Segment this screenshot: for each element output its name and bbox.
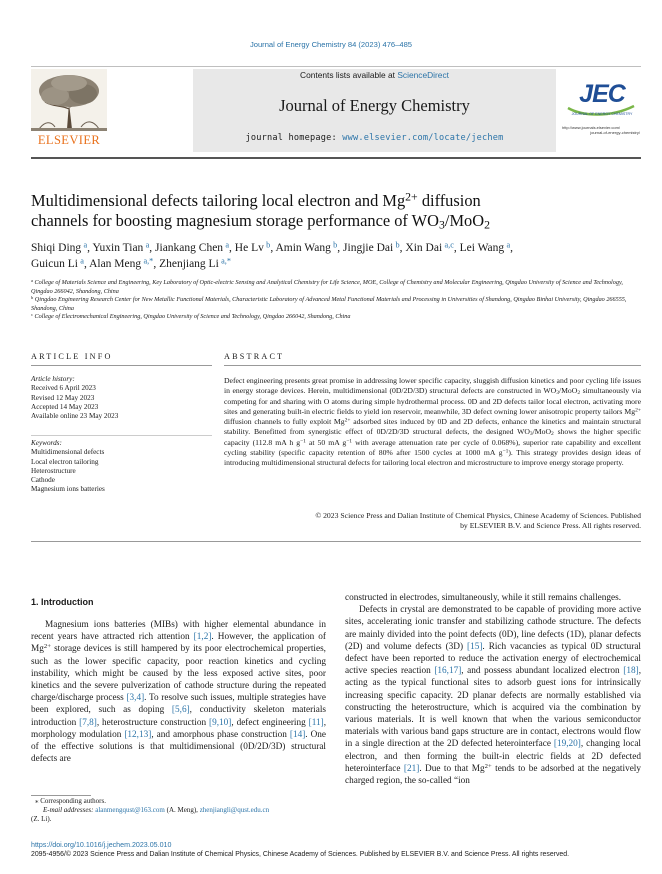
author-name[interactable]: Alan Meng $^{a,*}$ [89, 256, 154, 270]
author-name[interactable]: He Lv $^b$ [234, 240, 271, 254]
article-title [31, 191, 631, 231]
author-affiliation-mark[interactable]: a [145, 240, 150, 250]
body-column-right: constructed in electrodes, simultaneously, while it still remains challenges. Defects in crystal are demonstrated to be capable of providing more active sites, accelerating ionic transfer and stabilizing cathode structure. The defects are mainly divided into the point defects (0D), line defects (1D), planar defects (2D) and volume defects (3D) [15]. Rich vacancies as typical 0D structural defect have been reported to reduce the activation energy of electrochemical active species reaction [16,17], and possess abundant localized electron [18], acting as the typical functional sites to adsorb guest ions for intrinsically increasing specific capacity. 2D planar defects are normally established via constructing the heterostructure, which is acquired via the combination by various materials. It is well known that when the various semiconductor materials with various band gaps structure are in contact, electrons would flow in a single direction at the 2D defected heterointerface [19,20], changing local electron, and then forming the built-in electric fields at 2D defected heterointerface [21]. Due to that $Mg^{2+}$ tends to be adsorbed at the negatively charged region, the so-called “ion [345, 593, 641, 787]
jec-url-line-1: http://www.journals.elsevier.com/ [562, 125, 621, 130]
title-subscript-1: 3 [438, 217, 445, 232]
journal-homepage-line [193, 133, 556, 143]
title-part-4: /MoO [444, 211, 485, 230]
email-link-li[interactable]: zhenjiangli@qust.edu.cn [199, 806, 270, 814]
history-online: Available online 23 May 2023 [31, 412, 119, 421]
journal-reference[interactable]: Journal of Energy Chemistry 84 (2023) 476–485 [249, 40, 413, 49]
masthead-bottom-rule [31, 157, 641, 159]
author-name[interactable]: Yuxin Tian $^a$ [92, 240, 150, 254]
author-affiliation-mark[interactable]: a [225, 240, 230, 250]
affiliation-item: $^b$ Qingdao Engineering Research Center for New Metallic Functional Materials, Characteristic Laboratory of Advanced Metal Functional Materials and Processing in Universities of Shandong, Qingdao Binhai University, Qingdao 266555, Shandong, China [31, 295, 627, 312]
author-name[interactable]: Amin Wang $^b$ [275, 240, 338, 254]
author-list: Shiqi Ding $^a$, Yuxin Tian $^a$, Jiankang Chen $^a$, He Lv $^b$, Amin Wang $^b$, Jingjie Dai $^b$, Xin Dai $^{a,c}$, Lei Wang $^a$, Guicun Li $^a$, Alan Meng $^{a,*}$, Zhenjiang Li $^{a,*}$ [31, 240, 513, 270]
author-affiliation-mark[interactable]: a [80, 256, 84, 266]
footnotes [31, 797, 331, 824]
author-affiliation-mark[interactable]: b [333, 240, 338, 250]
history-label: Article history: [31, 375, 75, 383]
keyword-item: Multidimensional defects [31, 448, 105, 457]
citation-link[interactable]: [1,2] [193, 632, 212, 643]
article-history [31, 375, 212, 421]
title-superscript: 2+ [405, 189, 418, 204]
body-column-left: Magnesium ions batteries (MIBs) with higher elemental abundance in recent years have attracted rich attention [1,2]. However, the application of $Mg^{2+}$ storage devices is still hampered by its poor electrochemical properties, such as the lower specific capacity, poor reaction kinetics and cycling instability, which might be caused by the less exposed active sites, poor kinetics and the severe pulverization of cathode structure during the repeated charge/discharge process [3,4]. To resolve such issues, multiple strategies have been explored, such as doping [5,6], conductivity skeleton materials introduction [7,8], heterostructure construction [9,10], defect engineering [11], morphology modulation [12,13], and amorphous phase construction [14]. One of the effective solutions is that multidimensional (0D/2D/3D) structural defects are [31, 620, 327, 765]
abstract-rule [224, 365, 641, 366]
keywords-rule [31, 435, 212, 436]
jec-logo-subtext: JOURNAL OF ENERGY CHEMISTRY [571, 112, 633, 116]
author-affiliation-mark[interactable]: b [395, 240, 400, 250]
author-name[interactable]: Guicun Li $^a$ [31, 256, 84, 270]
citation-link[interactable]: [7,8] [79, 717, 97, 728]
title-part-1: Multidimensional defects tailoring local electron and Mg [31, 191, 406, 210]
elsevier-wordmark: ELSEVIER [37, 133, 101, 147]
keyword-item: Magnesium ions batteries [31, 485, 105, 494]
title-subscript-2: 2 [484, 217, 490, 232]
email-name-meng: (A. Meng), [164, 806, 200, 814]
footnote-rule [31, 795, 91, 796]
author-affiliation-mark[interactable]: a,* [221, 256, 231, 266]
contents-available-line [193, 70, 556, 80]
homepage-prefix: journal homepage: [245, 133, 343, 143]
author-affiliation-mark[interactable]: a,* [143, 256, 154, 266]
section-heading-introduction: 1. Introduction [31, 597, 94, 607]
author-affiliation-mark[interactable]: a [506, 240, 511, 250]
citation-link[interactable]: [19,20] [553, 739, 581, 750]
copyright-line-1: © 2023 Science Press and Dalian Institute of Chemical Physics, Chinese Academy of Sciences. Published [315, 511, 641, 520]
affiliations [31, 279, 643, 322]
keywords-label: Keywords: [31, 439, 62, 447]
email-label: E-mail addresses: [43, 806, 96, 814]
corresponding-author-note: ⁎ Corresponding authors. [35, 797, 106, 805]
doi-link[interactable]: https://doi.org/10.1016/j.jechem.2023.05.010 [31, 841, 172, 849]
email-link-meng[interactable]: alanmengqust@163.com [95, 806, 165, 814]
abstract-copyright [224, 511, 641, 532]
citation-link[interactable]: [11] [308, 717, 324, 728]
jec-url[interactable] [562, 125, 642, 135]
citation-link[interactable]: [12,13] [124, 729, 152, 740]
journal-title: Journal of Energy Chemistry [279, 96, 470, 115]
abstract-body: Defect engineering presents great promise in addressing lower specific capacity, sluggish diffusion kinetics and poor cycling life issues in energy storage devices. Herein, multidimensional (0D/2D/3D) structural defects are constructed in $WO_3/MoO_2$ simultaneously via competing for and sharing with O atoms during simple hydrothermal process. 0D and 2D defects tailor local electron, activating more sites and generating built-in electric fields to yield ion reservoir, meanwhile, 3D defect owning lower anisotropic property tailors $Mg^{2+}$ diffusion channels to fully exploit $Mg^{2+}$ adsorbed sites induced by 0D and 2D defects, enhance the kinetics and maintain structural stability. Benefitted from synergistic effect of 0D/2D/3D structural defects, the designed $WO_3/MoO_2$ shows the higher specific capacity (112.8 mA h $g^{-1}$ at 50 mA $g^{-1}$ with average attenuation rate per cycle of 0.068%), superior rate capability and excellent cycling stability (specific capacity retention of 80% after 1500 cycles at 1000 mA $g^{-1}$). This strategy provides design ideas of introducing multidimensional structural defects for tailoring local electron and microstructure to improve energy storage property. [224, 376, 641, 467]
abstract-heading: ABSTRACT [224, 352, 285, 361]
citation-link[interactable]: [18] [623, 666, 639, 677]
author-affiliation-mark[interactable]: a [83, 240, 88, 250]
contents-prefix: Contents lists available at [300, 70, 398, 80]
affiliation-item: $^c$ College of Electromechanical Engineering, Qingdao University of Science and Technology, Qingdao 266042, Shandong, China [31, 312, 351, 321]
keywords [31, 439, 212, 495]
title-part-2: diffusion [417, 191, 481, 210]
author-name[interactable]: Shiqi Ding $^a$ [31, 240, 88, 254]
author-name[interactable]: Jingjie Dai $^b$ [343, 240, 400, 254]
author-name[interactable]: Jiankang Chen $^a$ [155, 240, 230, 254]
citation-link[interactable]: [5,6] [171, 705, 190, 716]
author-affiliation-mark[interactable]: b [266, 240, 271, 250]
email-name-li: (Z. Li). [31, 815, 52, 823]
author-name[interactable]: Xin Dai $^{a,c}$ [405, 240, 454, 254]
history-revised: Revised 12 May 2023 [31, 393, 95, 402]
title-part-3: channels for boosting magnesium storage performance of WO [31, 211, 439, 230]
citation-link[interactable]: [16,17] [434, 666, 462, 677]
author-name[interactable]: Lei Wang $^a$ [459, 240, 511, 254]
history-received: Received 6 April 2023 [31, 384, 96, 393]
jec-url-line-2: journal-of-energy-chemistry/ [590, 130, 640, 135]
citation-link[interactable]: [15] [467, 641, 483, 652]
keyword-item: Local electron tailoring [31, 457, 99, 466]
affiliation-item: $^a$ College of Materials Science and Engineering, Key Laboratory of Optic-electric Sensing and Analytical Chemistry for Life Science, MOE, College of Chemistry and Molecular Engineering, Qingdao University of Science and Technology, Qingdao 266042, Shandong, China [31, 278, 623, 295]
jec-logo [564, 78, 640, 122]
author-name[interactable]: Zhenjiang Li $^{a,*}$ [159, 256, 231, 270]
author-affiliation-mark[interactable]: a,c [444, 240, 454, 250]
article-info-heading: ARTICLE INFO [31, 352, 113, 361]
citation-link[interactable]: [21] [403, 763, 420, 774]
homepage-link[interactable]: www.elsevier.com/locate/jechem [342, 133, 504, 143]
keyword-item: Cathode [31, 476, 55, 485]
citation-link[interactable]: [3,4] [126, 693, 145, 704]
history-accepted: Accepted 14 May 2023 [31, 402, 99, 411]
keyword-item: Heterostructure [31, 466, 76, 475]
citation-link[interactable]: [9,10] [209, 717, 232, 728]
masthead-top-rule [31, 66, 641, 67]
issn-copyright-line: 2095-4956/© 2023 Science Press and Dalian Institute of Chemical Physics, Chinese Academy of Sciences. Published by ELSEVIER B.V. and Science Press. All rights reserved. [31, 851, 569, 858]
sciencedirect-link[interactable]: ScienceDirect [397, 70, 449, 80]
copyright-line-2: by ELSEVIER B.V. and Science Press. All rights reserved. [460, 521, 641, 531]
citation-link[interactable]: [14] [289, 729, 306, 740]
jec-logo-letters: JEC [579, 80, 625, 108]
article-info-rule [31, 365, 212, 366]
elsevier-logo [31, 69, 107, 147]
front-matter-rule [31, 541, 641, 542]
